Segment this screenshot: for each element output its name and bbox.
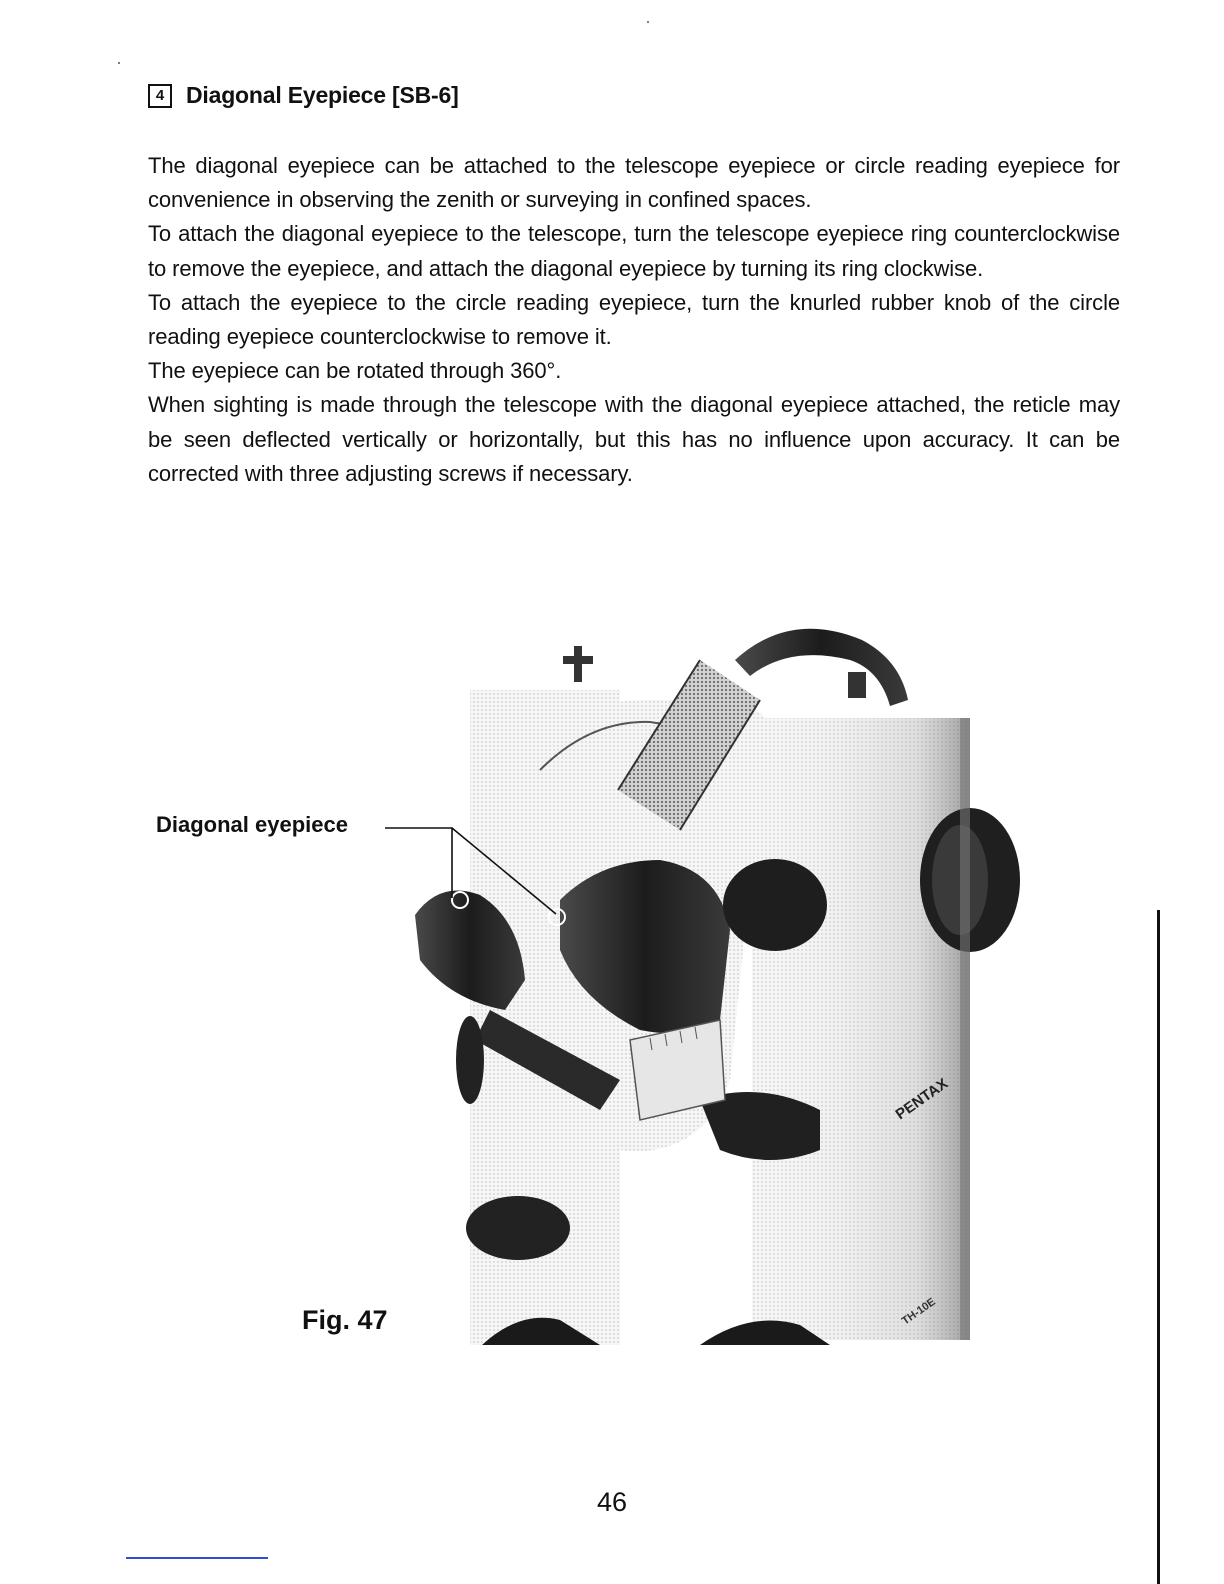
section-number: 4 — [148, 84, 172, 108]
paragraph: To attach the eyepiece to the circle reading eyepiece, turn the knurled rubber knob of the circle reading eyepiece counterclockwise to remove it. — [148, 289, 1120, 350]
adjusting-screw-icon — [848, 672, 866, 698]
section-title: Diagonal Eyepiece [SB-6] — [186, 82, 459, 108]
bottom-rule — [126, 1557, 268, 1559]
carrying-handle — [735, 629, 908, 706]
brand-mark: PENTAX — [892, 1075, 952, 1124]
model-mark: TH-10E — [899, 1295, 938, 1328]
figure-caption: Fig. 47 — [302, 1305, 388, 1335]
paragraph: To attach the diagonal eyepiece to the telescope, turn the telescope eyepiece ring counterclockwise to remove the eyepiece, and attach the diagonal eyepiece by turning its ring clockwise. — [148, 221, 1120, 281]
telescope-eyepiece-knob — [723, 859, 827, 951]
diagonal-eyepiece-callout: Diagonal eyepiece — [156, 812, 348, 837]
callout-leader-line — [385, 828, 452, 898]
paragraph: The eyepiece can be rotated through 360°. — [148, 358, 562, 384]
paragraph: The diagonal eyepiece can be attached to the telescope eyepiece or circle reading eyepiece for convenience in observing the zenith or surveying in confined spaces. — [148, 153, 1120, 213]
page-number: 46 — [596, 1487, 628, 1517]
tangent-screw-knob — [466, 1196, 570, 1260]
paragraph: When sighting is made through the telescope with the diagonal eyepiece attached, the reticle may be seen deflected vertically or horizontally, but this has no influence upon accuracy. It can be corrected with three adjusting screws if necessary. — [148, 392, 1120, 486]
adjusting-screw-icon — [563, 646, 593, 682]
page-edge-line — [1157, 910, 1160, 1584]
